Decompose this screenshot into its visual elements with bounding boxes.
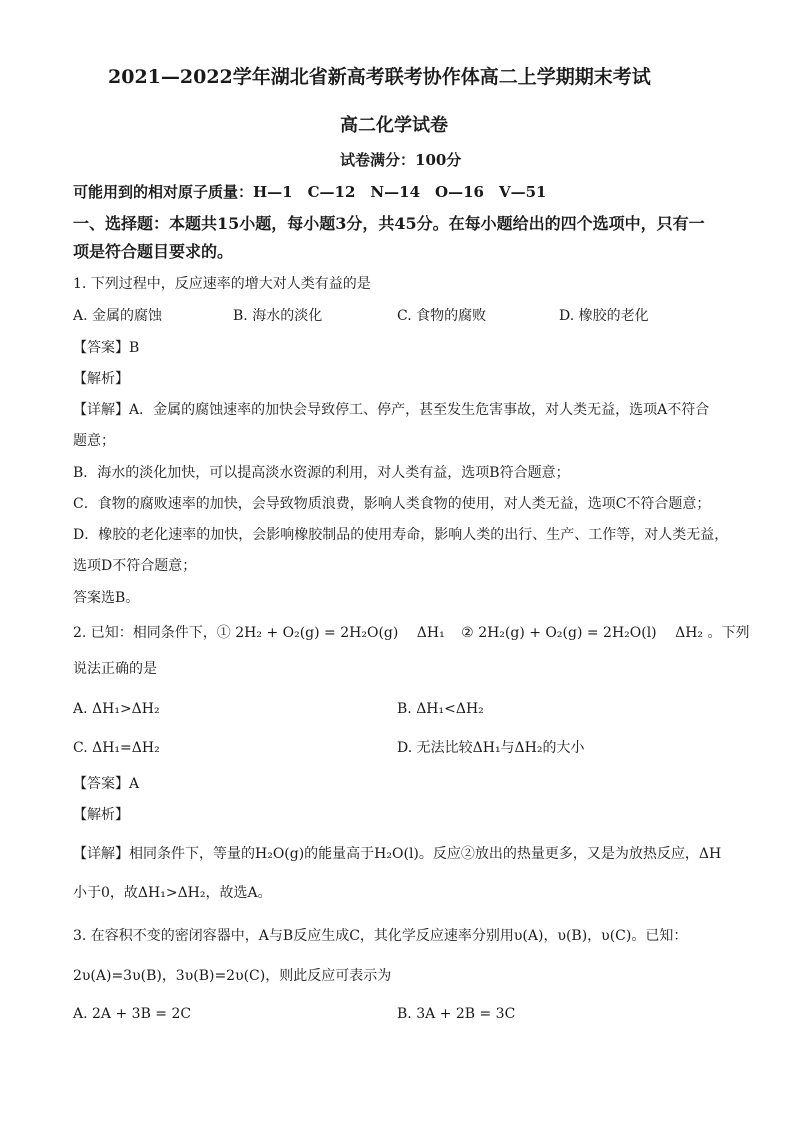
q3-option-b: B. 3A + 2B = 3C	[397, 1006, 516, 1022]
q1-option-b: B. 海水的淡化	[233, 308, 323, 324]
q2-dh2: ΔH₂	[675, 625, 704, 641]
q2-stem-line1	[73, 624, 750, 642]
q2-option-b: B. ΔH₁<ΔH₂	[397, 701, 484, 717]
q2-stem-suffix: 。下列	[707, 625, 750, 641]
q1-detail-line6: 选项D不符合题意；	[73, 558, 197, 574]
q1-option-c: C. 食物的腐败	[397, 308, 487, 324]
q2-option-a: A. ΔH₁>ΔH₂	[73, 701, 160, 717]
q2-stem-prefix: 2. 已知：相同条件下，①	[73, 625, 231, 641]
section-heading-line2: 项是符合题目要求的。	[73, 242, 234, 261]
q1-detail-line2: 题意；	[73, 433, 115, 449]
q2-option-c: C. ΔH₁=ΔH₂	[73, 740, 160, 756]
q1-stem: 1. 下列过程中，反应速率的增大对人类有益的是	[73, 276, 371, 292]
q3-stem-line1: 3. 在容积不变的密闭容器中，A与B反应生成C，其化学反应速率分别用υ(A)，υ(B)，υ(C)。已知：	[73, 928, 688, 944]
q2-equation-2: 2H₂(g) + O₂(g) = 2H₂O(l)	[478, 625, 657, 641]
q1-option-a: A. 金属的腐蚀	[73, 308, 163, 324]
q2-answer: 【答案】A	[73, 776, 140, 792]
exam-subtitle: 高二化学试卷	[340, 115, 448, 136]
q1-conclusion: 答案选B。	[73, 590, 140, 606]
q2-detail-line2: 小于0，故ΔH₁>ΔH₂，故选A。	[73, 885, 272, 901]
atomic-masses: 可能用到的相对原子质量：H—1 C—12 N—14 O—16 V—51	[73, 183, 547, 201]
q1-detail-line5: D．橡胶的老化速率的加快，会影响橡胶制品的使用寿命，影响人类的出行、生产、工作等，对人类无益，	[73, 527, 729, 543]
exam-title: 2021—2022学年湖北省新高考联考协作体高二上学期期末考试	[108, 66, 651, 88]
q3-option-a: A. 2A + 3B = 2C	[73, 1006, 192, 1022]
section-heading-line1: 一、选择题：本题共15小题，每小题3分，共45分。在每小题给出的四个选项中，只有一	[73, 214, 705, 233]
q1-detail-line3: B．海水的淡化加快，可以提高淡水资源的利用，对人类有益，选项B符合题意；	[73, 465, 570, 481]
q1-detail-line1: 【详解】A．金属的腐蚀速率的加快会导致停工、停产，甚至发生危害事故，对人类无益，选项A不符合	[73, 402, 710, 418]
q2-option-d: D. 无法比较ΔH₁与ΔH₂的大小	[397, 740, 585, 756]
q1-answer: 【答案】B	[73, 340, 140, 356]
q2-detail-line1: 【详解】相同条件下，等量的H₂O(g)的能量高于H₂O(l)。反应②放出的热量更多，又是为放热反应，ΔH	[73, 846, 722, 862]
q2-equation-1: 2H₂ + O₂(g) = 2H₂O(g)	[235, 625, 399, 641]
full-score: 试卷满分：100分	[340, 151, 462, 169]
q1-option-d: D. 橡胶的老化	[559, 308, 649, 324]
q2-circle-2: ②	[461, 625, 474, 641]
q1-analysis-label: 【解析】	[73, 371, 129, 387]
q2-stem-line2: 说法正确的是	[73, 661, 157, 677]
q2-analysis-label: 【解析】	[73, 807, 129, 823]
q1-detail-line4: C．食物的腐败速率的加快，会导致物质浪费，影响人类食物的使用，对人类无益，选项C不符合题意；	[73, 496, 711, 512]
q2-dh1: ΔH₁	[416, 625, 445, 641]
q3-stem-line2: 2υ(A)=3υ(B)，3υ(B)=2υ(C)，则此反应可表示为	[73, 968, 392, 984]
